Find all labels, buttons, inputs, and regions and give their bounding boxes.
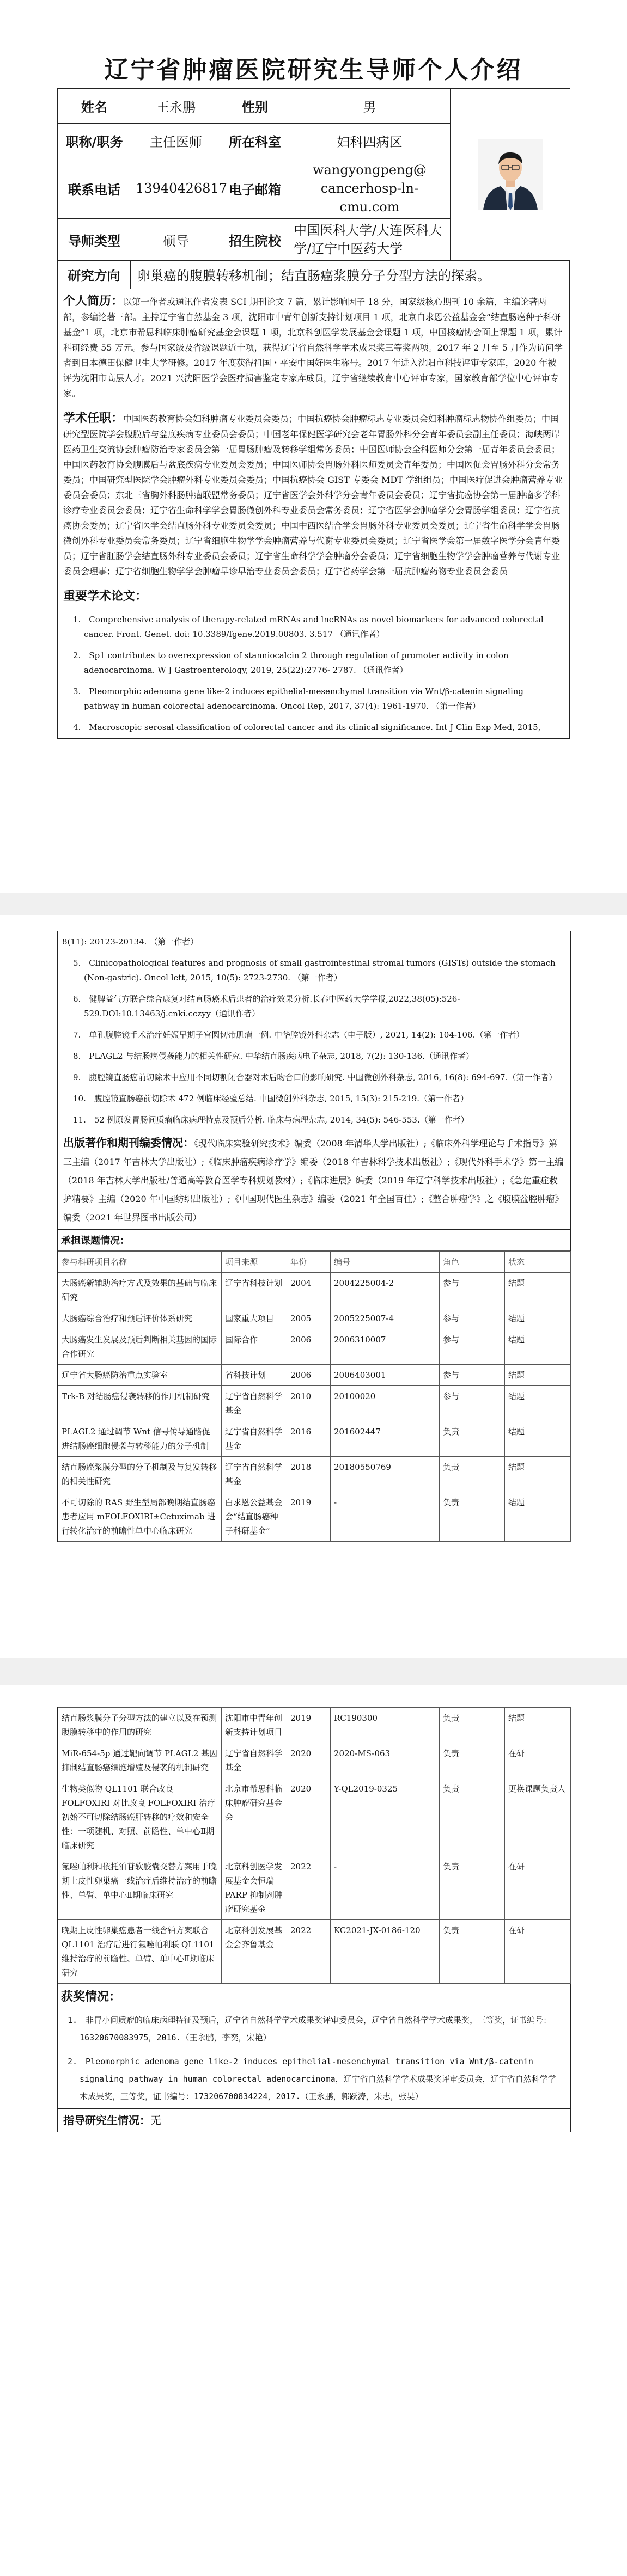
paper-item: 10. 腹腔镜直肠癌前切除术 472 例临床经验总结. 中国微创外科杂志, 2015, 15(3): 215-219.（第一作者） bbox=[73, 1094, 469, 1103]
research-direction-row bbox=[57, 261, 570, 289]
col-role-header: 角色 bbox=[440, 1252, 505, 1273]
project-name: 结直肠癌浆膜分型的分子机制及与复发转移的相关性研究 bbox=[58, 1457, 222, 1492]
email-line-1: wangyongpeng@ bbox=[313, 162, 427, 177]
col-code-header: 编号 bbox=[331, 1252, 440, 1273]
project-year: 2020 bbox=[287, 1743, 331, 1778]
page-2 bbox=[0, 915, 627, 1658]
academic-heading: 学术任职： bbox=[63, 411, 124, 425]
projects-table-p2 bbox=[58, 1251, 571, 1542]
project-status: 结题 bbox=[505, 1386, 571, 1421]
award-item: 2. Pleomorphic adenoma gene like-2 induces epithelial-mesenchymal transition via Wnt/β-catenin signaling pathway in human colorectal adenocarcinoma，辽宁省自然科学学术成果奖评审委员会，辽宁省自然科学学术成果奖，三等奖，证书编号：173206700834224，2017.（王永鹏，郭跃涛，朱志，张昊） bbox=[68, 2057, 556, 2101]
col-source-header: 项目来源 bbox=[222, 1252, 287, 1273]
project-status: 结题 bbox=[505, 1708, 571, 1743]
project-year: 2018 bbox=[287, 1457, 331, 1492]
project-source: 白求恩公益基金会“结直肠癌种子科研基金” bbox=[222, 1492, 287, 1542]
project-code: KC2021-JX-0186-120 bbox=[331, 1920, 440, 1984]
projects-heading: 承担课题情况： bbox=[58, 1229, 570, 1251]
page-1-content bbox=[57, 54, 570, 739]
project-name: 大肠癌发生发展及预后判断相关基因的国际合作研究 bbox=[58, 1329, 222, 1365]
gender-value: 男 bbox=[289, 89, 451, 124]
title-value: 主任医师 bbox=[131, 124, 221, 158]
table-row bbox=[58, 1492, 571, 1542]
research-direction-value: 卵巢癌的腹膜转移机制；结直肠癌浆膜分子分型方法的探索。 bbox=[137, 268, 490, 284]
table-row bbox=[58, 1421, 571, 1457]
project-code: 2006310007 bbox=[331, 1329, 440, 1365]
project-name: 氟唑帕利和依托泊苷软胶囊交替方案用于晚期上皮性卵巢癌一线治疗后维持治疗的前瞻性、单臂、单中心Ⅱ期临床研究 bbox=[58, 1856, 222, 1920]
col-name-header: 参与科研项目名称 bbox=[58, 1252, 222, 1273]
books-section bbox=[58, 1131, 570, 1229]
table-row bbox=[58, 1273, 571, 1308]
project-source: 辽宁省自然科学基金 bbox=[222, 1457, 287, 1492]
project-source: 国际合作 bbox=[222, 1329, 287, 1365]
projects-table-p3 bbox=[58, 1707, 571, 1984]
paper-item: 6. 健脾益气方联合综合康复对结直肠癌术后患者的治疗效果分析.长春中医药大学学报,2022,38(05):526-529.DOI:10.13463/j.cnki.cczyy（通讯作者） bbox=[73, 994, 460, 1019]
table-row bbox=[58, 1778, 571, 1856]
award-item: 1. 非胃小间质瘤的临床病理特征及预后，辽宁省自然科学学术成果奖评审委员会，辽宁省自然科学学术成果奖，三等奖，证书编号：16320670083975，2016.（王永鹏，李奕，宋艳） bbox=[68, 2015, 552, 2043]
project-year: 2022 bbox=[287, 1920, 331, 1984]
project-status: 结题 bbox=[505, 1457, 571, 1492]
project-code: RC190300 bbox=[331, 1708, 440, 1743]
project-year: 2016 bbox=[287, 1421, 331, 1457]
project-source: 辽宁省自然科学基金 bbox=[222, 1386, 287, 1421]
project-name: 结直肠浆膜分子分型方法的建立以及在预测腹膜转移中的作用的研究 bbox=[58, 1708, 222, 1743]
project-source: 辽宁省自然科学基金 bbox=[222, 1421, 287, 1457]
project-year: 2010 bbox=[287, 1386, 331, 1421]
project-role: 负责 bbox=[440, 1457, 505, 1492]
project-year: 2019 bbox=[287, 1492, 331, 1542]
paper-item: 11. 52 例原发胃肠间质瘤临床病理特点及预后分析. 临床与病理杂志, 2014, 34(5): 546-553.（第一作者） bbox=[73, 1115, 469, 1125]
project-code: 2005225007-4 bbox=[331, 1308, 440, 1329]
grad-section bbox=[58, 2108, 570, 2132]
grad-heading: 指导研究生情况： bbox=[63, 2114, 150, 2127]
project-role: 参与 bbox=[440, 1273, 505, 1308]
project-name: 辽宁省大肠癌防治重点实验室 bbox=[58, 1365, 222, 1386]
project-role: 负责 bbox=[440, 1778, 505, 1856]
paper-item: 7. 单孔腹腔镜手术治疗妊娠早期子宫圆韧带肌瘤一例. 中华腔镜外科杂志（电子版）, 2021, 14(2): 104-106.（第一作者） bbox=[73, 1030, 525, 1040]
project-role: 参与 bbox=[440, 1308, 505, 1329]
email-value bbox=[289, 158, 451, 219]
gender-label: 性别 bbox=[221, 89, 289, 124]
project-status: 在研 bbox=[505, 1856, 571, 1920]
project-year: 2020 bbox=[287, 1778, 331, 1856]
research-direction-label: 研究方向 bbox=[58, 261, 131, 289]
papers-list-p2 bbox=[58, 931, 570, 1131]
title-label: 职称/职务 bbox=[58, 124, 131, 158]
project-status: 更换课题负责人 bbox=[505, 1778, 571, 1856]
academic-section bbox=[57, 406, 570, 584]
project-code: 2020-MS-063 bbox=[331, 1743, 440, 1778]
phone-label: 联系电话 bbox=[58, 158, 131, 219]
project-role: 负责 bbox=[440, 1492, 505, 1542]
col-year-header: 年份 bbox=[287, 1252, 331, 1273]
project-code: - bbox=[331, 1856, 440, 1920]
project-year: 2019 bbox=[287, 1708, 331, 1743]
page-3 bbox=[0, 1685, 627, 2576]
table-row bbox=[58, 1386, 571, 1421]
intro-heading: 个人简历： bbox=[63, 294, 124, 308]
paper-item: 9. 腹腔镜直肠癌前切除术中应用不同切割闭合器对术后吻合口的影响研究. 中国微创外科杂志, 2016, 16(8): 694-697.（第一作者） bbox=[73, 1072, 557, 1082]
project-role: 负责 bbox=[440, 1421, 505, 1457]
project-name: PLAGL2 通过调节 Wnt 信号传导通路促进结肠癌细胞侵袭与转移能力的分子机制 bbox=[58, 1421, 222, 1457]
project-source: 北京科创医学发展基金会恒瑞 PARP 抑制剂肿瘤研究基金 bbox=[222, 1856, 287, 1920]
project-name: Trk-B 对结肠癌侵袭转移的作用机制研究 bbox=[58, 1386, 222, 1421]
project-status: 结题 bbox=[505, 1308, 571, 1329]
project-status: 结题 bbox=[505, 1273, 571, 1308]
project-name: 生物类似物 QL1101 联合改良 FOLFOXIRI 对比改良 FOLFOXIRI 治疗初始不可切除结肠癌肝转移的疗效和安全性：一项随机、对照、前瞻性、单中心Ⅱ期临床研究 bbox=[58, 1778, 222, 1856]
name-value: 王永鹏 bbox=[131, 89, 221, 124]
email-line-2: cancerhosp-ln-cmu.com bbox=[320, 181, 419, 214]
project-code: 2006403001 bbox=[331, 1365, 440, 1386]
grad-text: 无 bbox=[150, 2114, 161, 2127]
tutor-type-value: 硕导 bbox=[131, 219, 221, 261]
project-name: 不可切除的 RAS 野生型局部晚期结直肠癌患者应用 mFOLFOXIRI±Cetuximab 进行转化治疗的前瞻性单中心临床研究 bbox=[58, 1492, 222, 1542]
books-text: 《现代临床实验研究技术》编委（2008 年清华大学出版社）;《临床外科学理论与手术指导》第三主编（2017 年吉林大学出版社）;《临床肿瘤疾病诊疗学》编委（2018 年吉林科学技术出版社）;《现代外科手术学》第一主编（2018 年吉林大学出版社/普通高等教育医学专科规划教材）;《临床进展》编委（2019 年辽宁科学技术出版社）;《急危重症救护精要》主编（2020 年中国纺织出版社）;《中国现代医生杂志》编委（2021 年全国百佳）;《整合肿瘤学》之《腹膜盆腔肿瘤》编委（2021 年世界图书出版公司） bbox=[63, 1138, 564, 1223]
papers-heading: 重要学术论文： bbox=[63, 589, 148, 603]
avatar bbox=[478, 139, 543, 210]
project-year: 2004 bbox=[287, 1273, 331, 1308]
awards-heading: 获奖情况： bbox=[58, 1984, 570, 2008]
project-source: 国家重大项目 bbox=[222, 1308, 287, 1329]
table-row bbox=[58, 1365, 571, 1386]
intro-section bbox=[57, 289, 570, 406]
papers-list-p1 bbox=[58, 609, 569, 738]
photo-cell bbox=[451, 89, 570, 261]
dept-label: 所在科室 bbox=[221, 124, 289, 158]
project-code: 20180550769 bbox=[331, 1457, 440, 1492]
name-label: 姓名 bbox=[58, 89, 131, 124]
project-source: 省科技计划 bbox=[222, 1365, 287, 1386]
intro-text: 以第一作者或通讯作者发表 SCI 期刊论文 7 篇，累计影响因子 18 分，国家级核心期刊 10 余篇，主编论著两部，参编论著三部。主持辽宁省自然基金 3 项，沈阳市中青年创新支持计划项目 1 项，北京白求恩公益基金会“结直肠癌种子科研基金”1 项，北京市希思科临床肿瘤研究基金会课题 1 项，北京科创医学发展基金会课题 1 项，中国核瘤协会面上课题 1 项，累计科研经费 55 万元。参与国家级及省级课题近十项，获得辽宁省自然科学学术成果奖三等奖两项。2017 年 2 月至 5 月作为访问学者到日本德田保健卫生大学研修。2017 年度获得祖国・平安中国好医生称号。2017 年进入沈阳市科技评审专家库，2020 年被评为沈阳市高层人才。2021 兴沈阳医学会医疗损害鉴定专家库成员，辽宁省继续教育中心评审专家，国家教育部学位中心评审专家。 bbox=[63, 297, 563, 398]
project-role: 负责 bbox=[440, 1920, 505, 1984]
project-role: 参与 bbox=[440, 1386, 505, 1421]
table-row bbox=[58, 1457, 571, 1492]
table-row bbox=[58, 1308, 571, 1329]
page-3-content bbox=[57, 1707, 571, 2132]
table-row bbox=[58, 1329, 571, 1365]
project-source: 北京市希思科临床肿瘤研究基金会 bbox=[222, 1778, 287, 1856]
project-code: 201602447 bbox=[331, 1421, 440, 1457]
project-code: 2004225004-2 bbox=[331, 1273, 440, 1308]
table-row bbox=[58, 1743, 571, 1778]
project-role: 负责 bbox=[440, 1856, 505, 1920]
project-name: 晚期上皮性卵巢癌患者一线含铂方案联合 QL1101 治疗后进行氟唑帕利联 QL1101 维持治疗的前瞻性、单臂、单中心Ⅱ期临床研究 bbox=[58, 1920, 222, 1984]
paper-item: 5. Clinicopathological features and prognosis of small gastrointestinal stromal tumors (GISTs) outside the stomach (Non-gastric). Oncol lett, 2015, 10(5): 2723-2730. （第一作者） bbox=[73, 958, 556, 983]
project-role: 负责 bbox=[440, 1708, 505, 1743]
project-code: - bbox=[331, 1492, 440, 1542]
paper-item: 2. Sp1 contributes to overexpression of stanniocalcin 2 through regulation of promoter activity in colon adenocarcinoma. W J Gastroenterology, 2019, 25(22):2776- 2787. （通讯作者） bbox=[73, 651, 509, 675]
project-code: 20100020 bbox=[331, 1386, 440, 1421]
email-label: 电子邮箱 bbox=[221, 158, 289, 219]
project-name: 大肠癌综合治疗和预后评价体系研究 bbox=[58, 1308, 222, 1329]
portrait-photo bbox=[478, 139, 543, 210]
project-year: 2005 bbox=[287, 1308, 331, 1329]
academic-text: 中国医药教育协会妇科肿瘤专业委员会委员；中国抗癌协会肿瘤标志专业委员会妇科肿瘤标志物协作组委员；中国研究型医院学会腹膜后与盆底疾病专业委员会委员；中国老年保健医学研究会老年胃肠外科分会青年委员会副主任委员；海峡两岸医药卫生交流协会肿瘤防治专家委员会第一届胃肠肿瘤及转移学组常务委员；中国医师协会全科医师分会第一届青年委员会委员；中国医药教育协会腹膜后与盆底疾病专业委员会委员；中国医师协会胃肠外科医师委员会青年委员；中国医促会胃肠外科分会常务委员；中国研究型医院学会肿瘤外科专业委员会委员；中国抗癌协会 GIST 专委会 MDT 学组组员；中国医疗促进会肿瘤营养专业委员会委员；东北三省胸外科肠肿瘤联盟常务委员；辽宁省医学会外科学分会青年委员会委员；辽宁省抗癌协会第一届肿瘤多学科诊疗专业委员会委员；辽宁省生命科学学会胃肠微创外科专业委员会常务委员；辽宁省医学会肿瘤学分会胃肠学组委员；辽宁省抗癌协会委员；辽宁省医学会结直肠外科专业委员会委员；中国中西医结合学会胃肠外科专业委员会委员；辽宁省生命科学学会胃肠微创外科专业委员会常务委员；辽宁省细胞生物学学会肿瘤营养与代谢专业委员会委员；辽宁省医学会第一届数字医学分会青年委员；辽宁省肛肠学会结直肠外科专业委员会委员；辽宁省生命科学学会肿瘤分会委员；辽宁省细胞生物学学会肿瘤营养与代谢专业委员会理事；辽宁省细胞生物学学会肿瘤早诊早治专业委员会委员；辽宁省药学会第一届抗肿瘤药物专业委员会委员 bbox=[63, 414, 563, 576]
project-code: Y-QL2019-0325 bbox=[331, 1778, 440, 1856]
page-title: 辽宁省肿瘤医院研究生导师个人介绍 bbox=[104, 56, 523, 84]
books-heading: 出版著作和期刊编委情况： bbox=[63, 1136, 194, 1149]
paper-item: 3. Pleomorphic adenoma gene like-2 induces epithelial-mesenchymal transition via Wnt/β-catenin signaling pathway in human colorectal adenocarcinoma. Oncol Rep, 2017, 37(4): 1961-1970. （第一作者） bbox=[73, 686, 524, 711]
col-status-header: 状态 bbox=[505, 1252, 571, 1273]
project-status: 结题 bbox=[505, 1492, 571, 1542]
project-source: 辽宁省科技计划 bbox=[222, 1273, 287, 1308]
project-role: 参与 bbox=[440, 1365, 505, 1386]
project-role: 参与 bbox=[440, 1329, 505, 1365]
project-year: 2022 bbox=[287, 1856, 331, 1920]
project-status: 结题 bbox=[505, 1365, 571, 1386]
paper-item: 8. PLAGL2 与结肠癌侵袭能力的相关性研究. 中华结直肠疾病电子杂志, 2018, 7(2): 130-136.（通讯作者） bbox=[73, 1051, 474, 1061]
enroll-value: 中国医科大学/大连医科大学/辽宁中医药大学 bbox=[289, 219, 451, 261]
projects-header-row bbox=[58, 1252, 571, 1273]
project-status: 结题 bbox=[505, 1421, 571, 1457]
table-row bbox=[58, 1920, 571, 1984]
project-source: 辽宁省自然科学基金 bbox=[222, 1743, 287, 1778]
project-role: 负责 bbox=[440, 1743, 505, 1778]
table-row bbox=[58, 1708, 571, 1743]
project-year: 2006 bbox=[287, 1329, 331, 1365]
enroll-label: 招生院校 bbox=[221, 219, 289, 261]
phone-value: 13940426817 bbox=[131, 158, 221, 219]
project-status: 在研 bbox=[505, 1920, 571, 1984]
paper-item: 1. Comprehensive analysis of therapy-related mRNAs and lncRNAs as novel biomarkers for advanced colorectal cancer. Front. Genet. doi: 10.3389/fgene.2019.00803. 3.517 （通讯作者） bbox=[73, 615, 544, 639]
page-1 bbox=[0, 0, 627, 893]
project-name: MiR-654-5p 通过靶向调节 PLAGL2 基因抑制结直肠癌细胞增殖及侵袭的机制研究 bbox=[58, 1743, 222, 1778]
project-status: 在研 bbox=[505, 1743, 571, 1778]
project-source: 沈阳市中青年创新支持计划项目 bbox=[222, 1708, 287, 1743]
project-name: 大肠癌新辅助治疗方式及效果的基础与临床研究 bbox=[58, 1273, 222, 1308]
paper-item: 4. Macroscopic serosal classification of colorectal cancer and its clinical significance. Int J Clin Exp Med, 2015, bbox=[73, 722, 541, 732]
project-status: 结题 bbox=[505, 1329, 571, 1365]
page-2-content bbox=[57, 931, 571, 1542]
tutor-type-label: 导师类型 bbox=[58, 219, 131, 261]
project-source: 北京科创发展基金会齐鲁基金 bbox=[222, 1920, 287, 1984]
dept-value: 妇科四病区 bbox=[289, 124, 451, 158]
info-table bbox=[57, 88, 570, 261]
papers-section bbox=[57, 584, 570, 739]
paper-item: 8(11): 20123-20134. （第一作者） bbox=[62, 937, 199, 947]
table-row bbox=[58, 1856, 571, 1920]
project-year: 2006 bbox=[287, 1365, 331, 1386]
